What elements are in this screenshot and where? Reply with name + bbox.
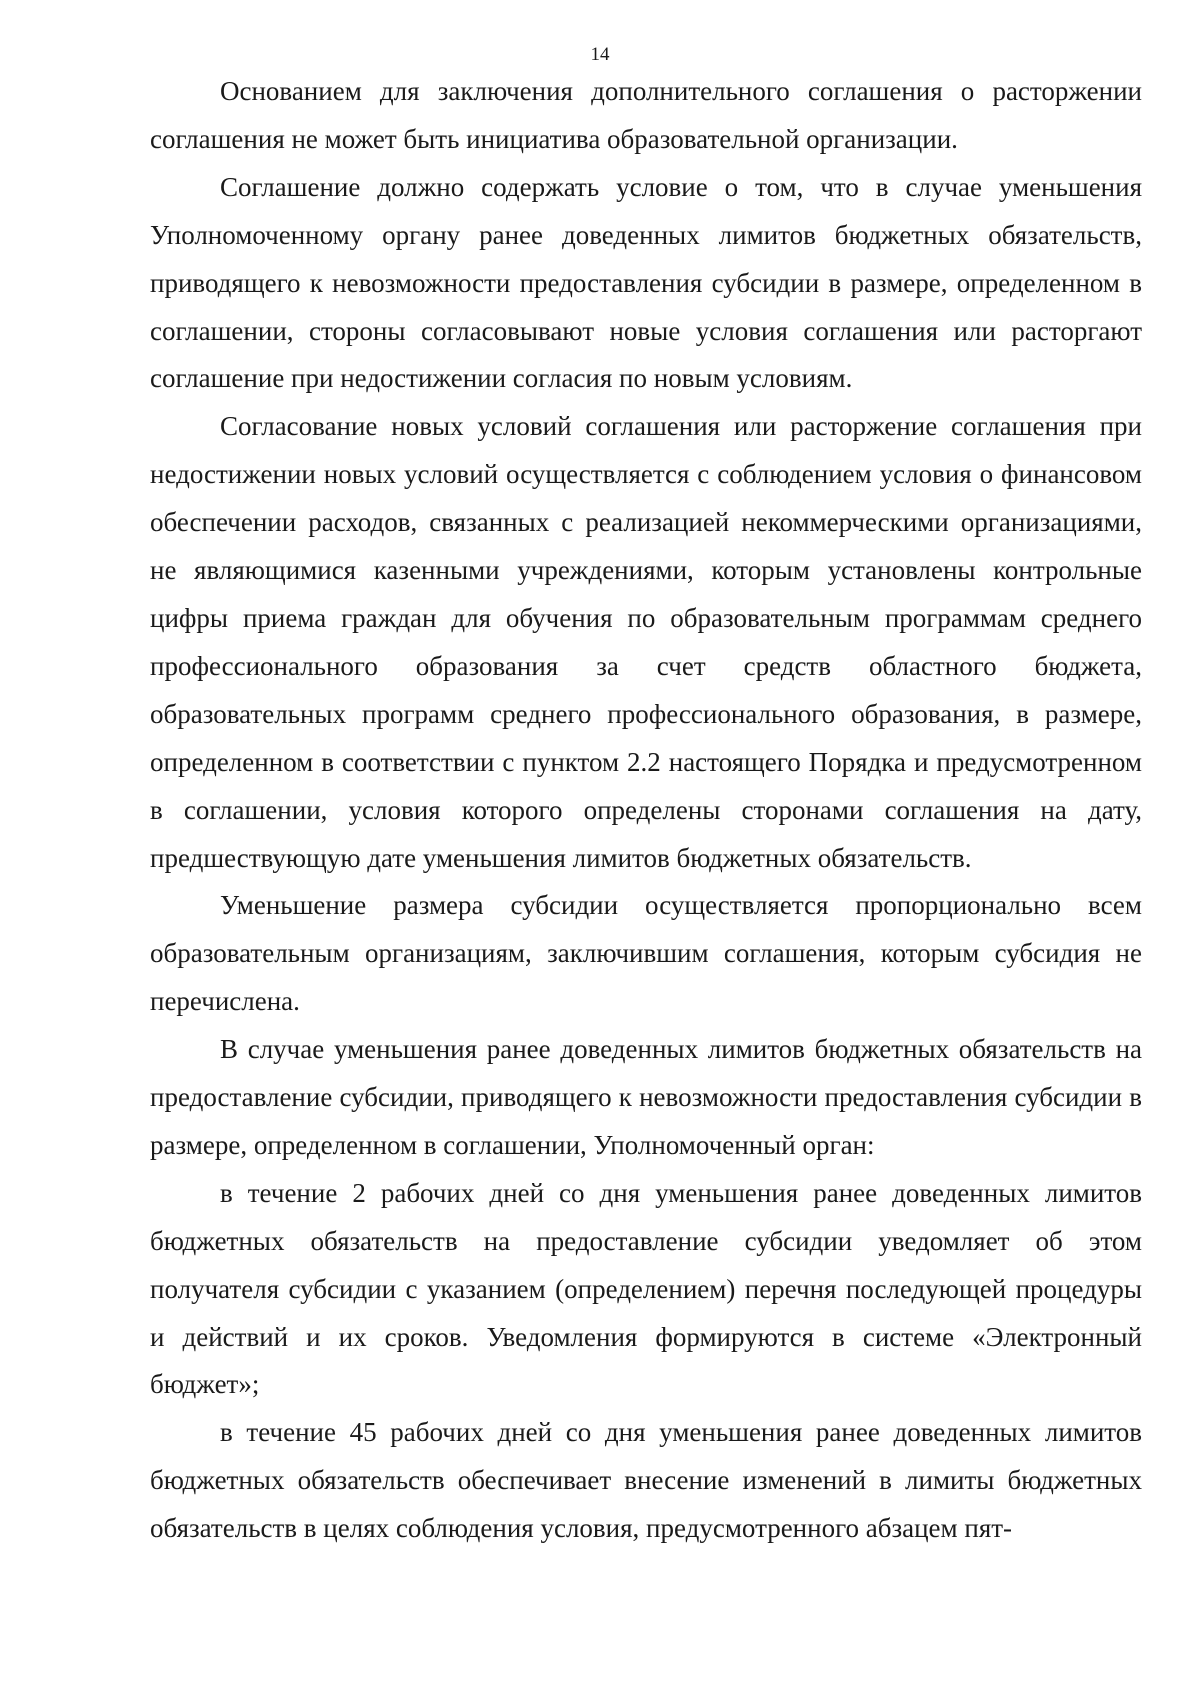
paragraph: Основанием для заключения дополнительного соглашения о расторжении соглашения не может быть инициатива образовательной организации. (150, 76, 1142, 154)
paragraph: Соглашение должно содержать условие о том, что в случае уменьшения Уполномоченному органу ранее доведенных лимитов бюджетных обязательств, приводящего к невозможности предоставления субсидии в размере, определенном в соглашении, стороны согласовывают новые условия соглашения или расторгают соглашение при недостижении согласия по новым условиям. (150, 171, 1142, 394)
page-number: 14 (590, 44, 610, 65)
paragraph: Уменьшение размера субсидии осуществляется пропорционально всем образовательным организациям, заключившим соглашения, которым субсидия не перечислена. (150, 890, 1142, 1017)
paragraph: в течение 2 рабочих дней со дня уменьшения ранее доведенных лимитов бюджетных обязательств на предоставление субсидии уведомляет об этом получателя субсидии с указанием (определением) перечня последующей процедуры и действий и их сроков. Уведомления формируются в системе «Электронный бюджет»; (150, 1177, 1142, 1400)
paragraph: Согласование новых условий соглашения или расторжение соглашения при недостижении новых условий осуществляется с соблюдением условия о финансовом обеспечении расходов, связанных с реализацией некоммерческими организациями, не являющимися казенными учреждениями, которым установлены контрольные цифры приема граждан для обучения по образовательным программам среднего профессионального образования за счет средств областного бюджета, образовательных программ среднего профессионального образования, в размере, определенном в соответствии с пунктом 2.2 настоящего Порядка и предусмотренном в соглашении, условия которого определены сторонами соглашения на дату, предшествующую дате уменьшения лимитов бюджетных обязательств. (150, 411, 1142, 873)
paragraph: в течение 45 рабочих дней со дня уменьшения ранее доведенных лимитов бюджетных обязательств обеспечивает внесение изменений в лимиты бюджетных обязательств в целях соблюдения условия, предусмотренного абзацем пят- (150, 1417, 1142, 1544)
document-body (150, 68, 1142, 1553)
paragraph: В случае уменьшения ранее доведенных лимитов бюджетных обязательств на предоставление субсидии, приводящего к невозможности предоставления субсидии в размере, определенном в соглашении, Уполномоченный орган: (150, 1034, 1142, 1160)
